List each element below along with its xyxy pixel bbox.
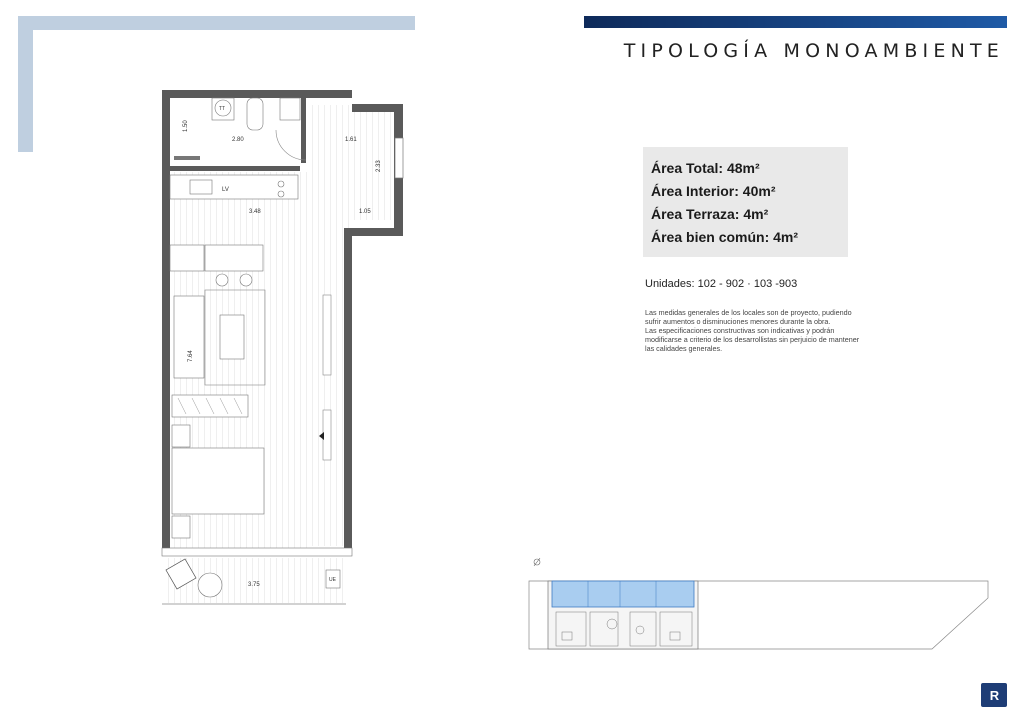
kitchen-counter bbox=[170, 175, 298, 199]
sofa bbox=[174, 296, 204, 378]
disclaimer bbox=[645, 308, 860, 353]
area-bien-comun: Área bien común: 4m² bbox=[651, 229, 799, 245]
window bbox=[323, 410, 331, 460]
bath-bottom-wall bbox=[170, 166, 300, 171]
dim-label: 7.64 bbox=[188, 350, 194, 362]
area-summary-box bbox=[643, 147, 848, 257]
north-arrow-icon bbox=[534, 558, 540, 566]
units-list: Unidades: 102 - 902 · 103 -903 bbox=[645, 278, 798, 290]
nightstand bbox=[172, 425, 190, 447]
chair bbox=[216, 274, 228, 286]
shower-tray bbox=[174, 156, 200, 160]
dim-label: 3.75 bbox=[248, 582, 260, 588]
dim-label: 1.50 bbox=[183, 120, 189, 132]
bidet bbox=[247, 98, 263, 130]
kitchen-sink bbox=[190, 180, 212, 194]
highlighted-units bbox=[552, 581, 694, 607]
dim-label: TT bbox=[219, 106, 226, 112]
dim-label: 3.48 bbox=[249, 209, 261, 215]
nightstand bbox=[172, 516, 190, 538]
chair bbox=[240, 274, 252, 286]
sink bbox=[280, 98, 300, 120]
dining-table bbox=[205, 245, 263, 271]
window bbox=[395, 138, 403, 178]
window bbox=[323, 295, 331, 375]
floor-plan bbox=[150, 85, 420, 610]
floor-hatch-nook bbox=[350, 105, 394, 220]
corner-frame-top bbox=[18, 16, 415, 30]
corner-frame-left bbox=[18, 16, 33, 152]
area-total: Área Total: 48m² bbox=[651, 160, 760, 176]
page-title: TIPOLOGÍA MONOAMBIENTE bbox=[623, 40, 1004, 62]
bed bbox=[172, 448, 264, 514]
dim-label: 2.80 bbox=[232, 137, 244, 143]
area-terraza: Área Terraza: 4m² bbox=[651, 206, 769, 222]
coffee-table bbox=[220, 315, 244, 359]
brand-logo-text: R bbox=[989, 687, 999, 703]
site-plan bbox=[525, 552, 995, 654]
brand-logo bbox=[981, 683, 1007, 707]
dim-label: UE bbox=[329, 577, 336, 583]
dim-label: 1.61 bbox=[345, 137, 357, 143]
dim-label: 1.05 bbox=[359, 209, 371, 215]
terrace-door bbox=[162, 548, 352, 556]
title-accent-bar bbox=[584, 16, 1007, 28]
terrace-table bbox=[198, 573, 222, 597]
bath-wall bbox=[301, 98, 306, 163]
fridge bbox=[170, 245, 204, 271]
dim-label: 2.33 bbox=[376, 160, 382, 172]
disclaimer-paragraph: Las especificaciones constructivas son indicativas y podrán modificarse a criterio de los desarrollistas sin perjuicio de mantener las calidades generales. bbox=[645, 326, 860, 353]
dim-label: LV bbox=[222, 187, 229, 193]
area-interior: Área Interior: 40m² bbox=[651, 183, 776, 199]
disclaimer-paragraph: Las medidas generales de los locales son de proyecto, pudiendo sufrir aumentos o disminuciones menores durante la obra. bbox=[645, 308, 852, 326]
